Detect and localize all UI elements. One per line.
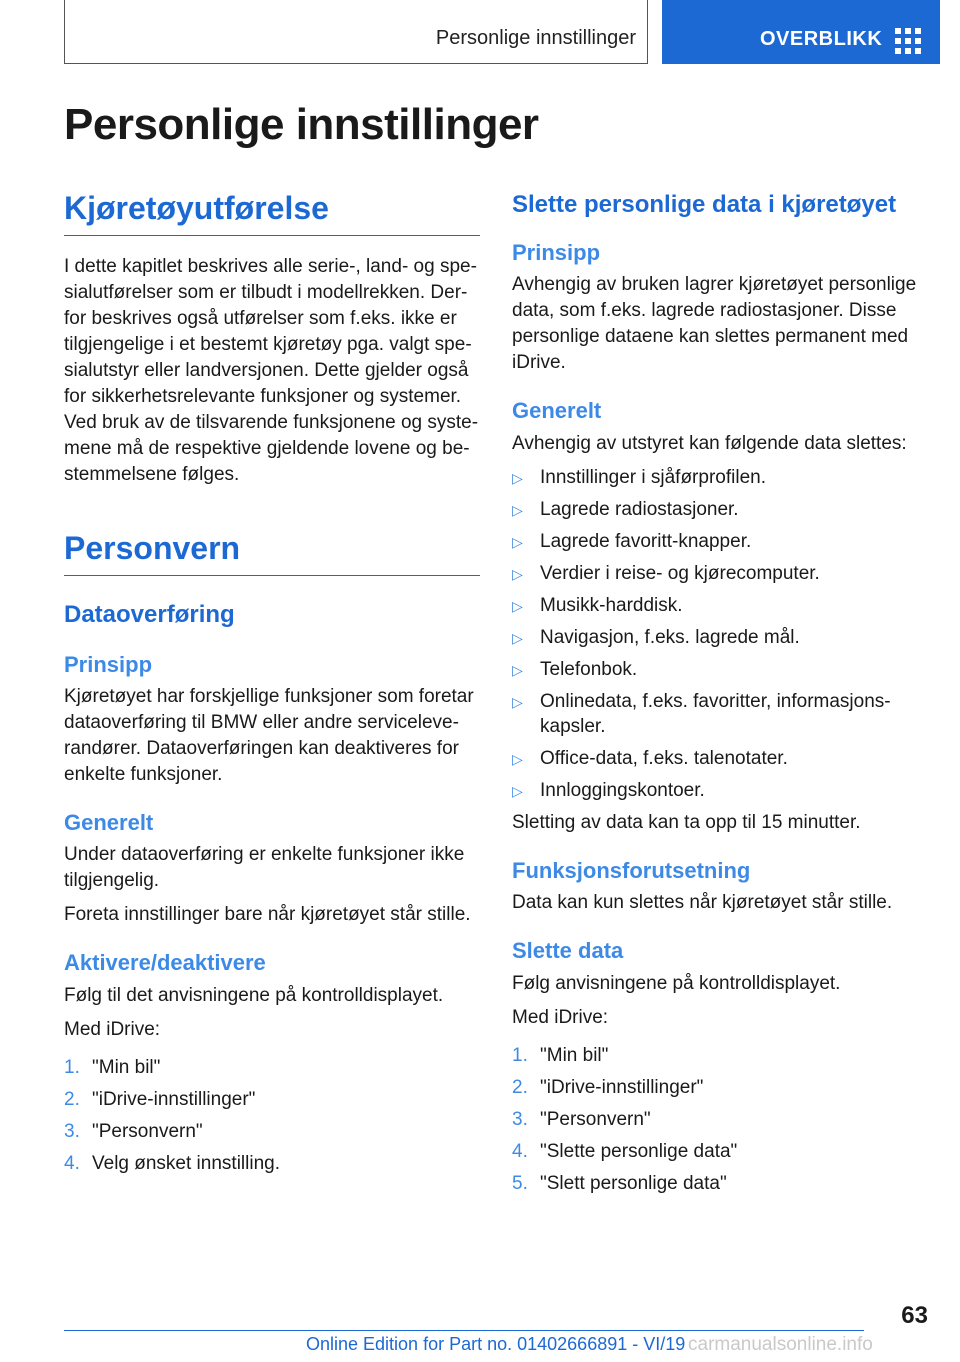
step-text: "Min bil" [92,1056,161,1078]
list-item-text: Telefonbok. [540,658,638,680]
list-item-text: Innstillinger i sjåførprofilen. [540,466,766,488]
general-heading-right: Generelt [512,398,602,424]
vehicle-text: I dette kapitlet beskrives alle serie-, land- og spesialutførelser som er tilbudt i modellrekken. Derfor beskrives også utførelser som f.eks. ikke er tilgjengelige i et bestemt kjøretøy pga. valgt spesialutstyr eller landversjonen. Dette gjelder også for sikkerhetsrelevante funksjoner og systemer. Ved bruk av de tilsvarende funksjonene og systemene må de respektive gjeldende lovene og bestemmelsene følges. [64,255,479,485]
principle-text: Kjøretøyet har forskjellige funksjoner som foretar dataoverføring til BMW eller andre serviceleverandører. Dataoverføringen kan deaktiveres for enkelte funksjoner. [64,685,474,785]
triangle-bullet-icon: ▷ [512,629,523,646]
activate-heading: Aktivere/deaktivere [64,950,266,976]
delete-heading: Slette personlige data i kjøretøyet [512,191,897,218]
step-text: "iDrive-innstillinger" [540,1076,704,1098]
overview-label: OVERBLIKK [760,28,883,50]
step-number: 5. [512,1172,528,1194]
left-steps [64,1055,480,1176]
duration-text: Sletting av data kan ta opp til 15 minutter. [512,811,861,833]
principle-text-right: Avhengig av bruken lagrer kjøretøyet personlige data, som f.eks. lagrede radiostasjoner. Disse personlige dataene kan slettes permanent med iDrive. [512,274,917,374]
principle-heading: Prinsipp [64,651,153,677]
list-item [512,465,928,490]
list-item [512,1107,928,1132]
step-number: 1. [512,1044,528,1066]
list-item-text: Lagrede favoritt-knapper. [540,530,752,552]
list-item [512,561,928,586]
list-item [512,778,928,803]
footer-divider [64,1330,864,1331]
list-item-text: Verdier i reise- og kjørecomputer. [540,562,820,584]
triangle-bullet-icon: ▷ [512,533,523,550]
privacy-heading: Personvern [64,530,480,576]
watermark: carmanualsonline.info [688,1334,873,1355]
idrive-label: Med iDrive: [64,1018,161,1040]
triangle-bullet-icon: ▷ [512,782,523,799]
overview-button[interactable] [662,0,940,64]
data-list [512,465,928,803]
list-item [512,746,928,771]
step-text: "Personvern" [92,1120,203,1142]
edition-text: Online Edition for Part no. 01402666891 - VI/19 [306,1334,686,1354]
step-text: "Min bil" [540,1044,609,1066]
list-item [64,1087,480,1112]
header-section-title: Personlige innstillinger [435,27,636,49]
page-number: 63 [901,1302,928,1329]
list-item-text: Musikk-harddisk. [540,594,683,616]
vehicle-heading: Kjøretøyutførelse [64,190,480,236]
step-number: 4. [64,1152,80,1174]
list-item-text: Lagrede radiostasjoner. [540,498,739,520]
left-column [64,190,480,1183]
page-title: Personlige innstillinger [64,100,539,149]
triangle-bullet-icon: ▷ [512,597,523,614]
right-steps [512,1043,928,1196]
idrive-label-right: Med iDrive: [512,1006,609,1028]
precondition-text: Data kan kun slettes når kjøretøyet står stille. [512,892,893,914]
general-heading: Generelt [64,809,154,835]
list-item [512,497,928,522]
step-number: 3. [512,1108,528,1130]
right-column [512,190,928,1203]
list-item [512,689,928,739]
triangle-bullet-icon: ▷ [512,693,523,710]
grid-icon [895,28,921,54]
precondition-heading: Funksjonsforutsetning [512,857,751,883]
list-item-text: Onlinedata, f.eks. favoritter, informasjonskapsler. [540,690,891,737]
triangle-bullet-icon: ▷ [512,750,523,767]
step-number: 2. [64,1088,80,1110]
delete-data-text: Følg anvisningene på kontrolldisplayet. [512,972,841,994]
step-text: "Slett personlige data" [540,1172,727,1194]
step-text: "Slette personlige data" [540,1140,738,1162]
list-item [64,1119,480,1144]
step-number: 1. [64,1056,80,1078]
list-item [512,529,928,554]
delete-data-heading: Slette data [512,938,624,964]
list-item [64,1055,480,1080]
step-number: 4. [512,1140,528,1162]
list-item [512,1075,928,1100]
triangle-bullet-icon: ▷ [512,661,523,678]
transfer-heading: Dataoverføring [64,600,235,628]
general-text-1: Under dataoverføring er enkelte funksjoner ikke tilgjengelig. [64,844,465,892]
triangle-bullet-icon: ▷ [512,565,523,582]
list-item [512,1139,928,1164]
activate-text: Følg til det anvisningene på kontrolldisplayet. [64,984,444,1006]
list-item [64,1151,480,1176]
list-item [512,1171,928,1196]
triangle-bullet-icon: ▷ [512,469,523,486]
general-text-2: Foreta innstillinger bare når kjøretøyet står stille. [64,904,471,926]
step-number: 2. [512,1076,528,1098]
list-item-text: Navigasjon, f.eks. lagrede mål. [540,626,800,648]
step-number: 3. [64,1120,80,1142]
general-text-right: Avhengig av utstyret kan følgende data slettes: [512,432,907,454]
list-item [512,625,928,650]
list-item [512,1043,928,1068]
list-item [512,657,928,682]
step-text: Velg ønsket innstilling. [92,1152,280,1174]
list-item [512,593,928,618]
triangle-bullet-icon: ▷ [512,501,523,518]
principle-heading-right: Prinsipp [512,240,601,265]
step-text: "iDrive-innstillinger" [92,1088,256,1110]
list-item-text: Innloggingskontoer. [540,779,705,801]
step-text: "Personvern" [540,1108,651,1130]
list-item-text: Office-data, f.eks. talenotater. [540,747,788,769]
